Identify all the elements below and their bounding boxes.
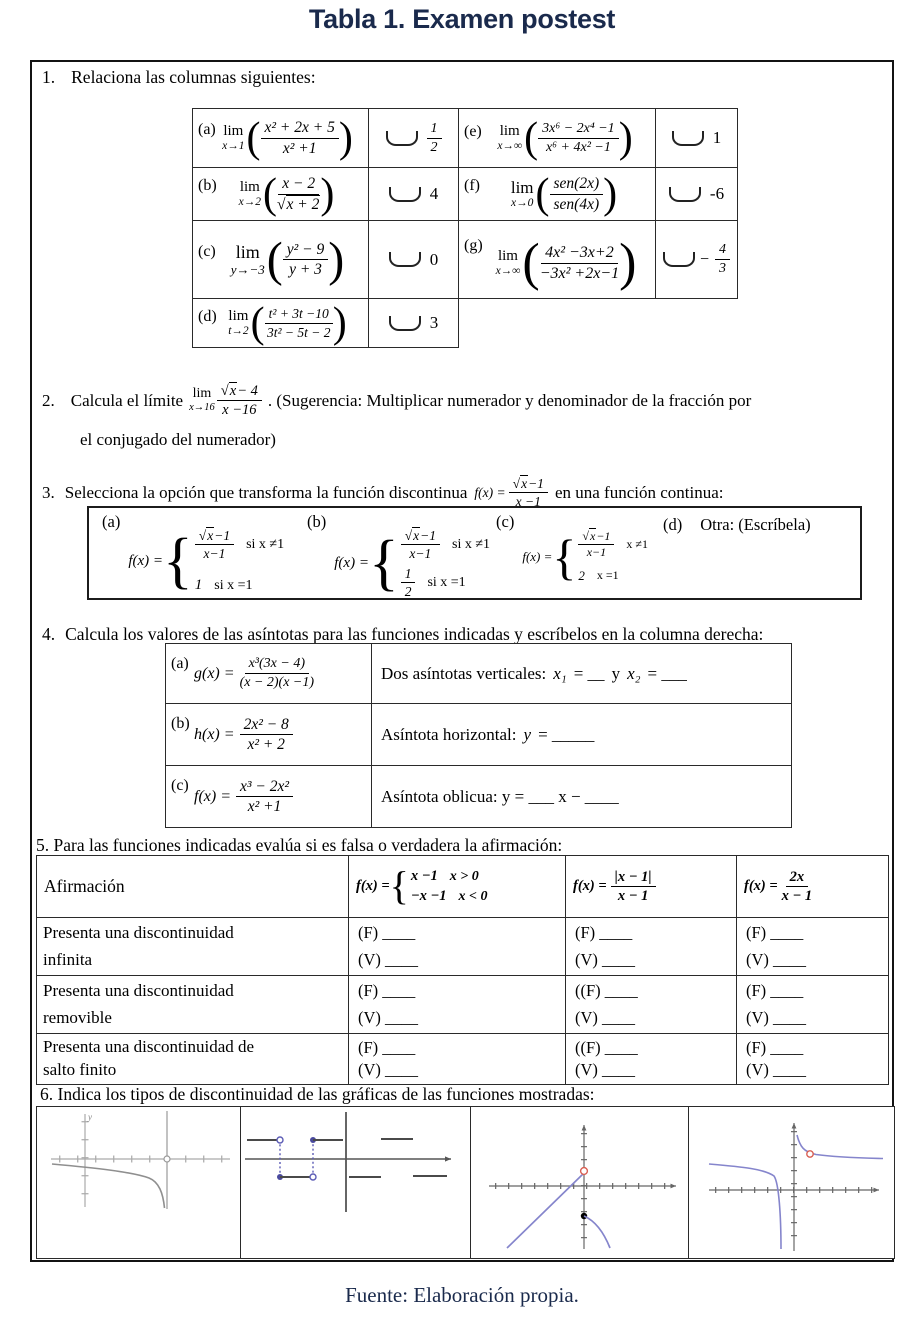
q5-row3-label (37, 1034, 349, 1085)
question-4-prompt (42, 624, 763, 645)
question-text: Relaciona las columnas siguientes: (71, 67, 316, 87)
graphs-table (36, 1106, 895, 1259)
question-text: Calcula los valores de las asíntotas para las funciones indicadas y escríbelos en la columna derecha: (65, 624, 764, 644)
q5-row1-c2 (566, 918, 737, 976)
empty-cell (656, 299, 738, 348)
question-number: 1. (42, 67, 56, 87)
q5-row1-label (37, 918, 349, 976)
fraction: $\frac{\text{x² + 2x + 5}}{\text{x² +1}}$ (261, 119, 339, 157)
limit-expression (228, 299, 347, 347)
close-paren: ) (618, 114, 633, 162)
q5-row3-c3 (737, 1034, 889, 1085)
sqrt-denominator: √x + 2 (277, 195, 320, 213)
sqrt-icon: √ (582, 529, 589, 543)
q5-row1-c1 (349, 918, 566, 976)
brace-icon: { (552, 528, 577, 585)
question-5-prompt: 5. Para las funciones indicadas evalúa si es falsa o verdadera la afirmación: (36, 835, 563, 855)
piecewise-row: $\frac{√x-1}{x-1}$ si x ≠1 (195, 528, 284, 561)
asymptotes-table (165, 643, 792, 828)
fraction: $\frac{4}{3}$ (715, 242, 730, 276)
fraction: $\frac{√x-1}{x-1}$ (401, 528, 440, 561)
answer-label: Asíntota horizontal: (381, 724, 517, 744)
false-blank: (F) ____ (746, 1037, 804, 1057)
blank-equals: = __ (573, 663, 605, 683)
q5-row3-c1 (349, 1034, 566, 1085)
svg-text:y: y (88, 1112, 92, 1122)
q1-cell-c (193, 221, 369, 299)
sqrt-icon: √ (198, 528, 207, 543)
option-d (663, 515, 811, 535)
minus-sign: − (699, 250, 710, 268)
limit-expression (497, 114, 633, 162)
lim-operator: lim t→2 (228, 307, 249, 337)
piecewise-row: 1 si x =1 (194, 577, 253, 594)
piecewise-row: x −1 x > 0 (410, 868, 479, 884)
fraction: $\frac{√x-1}{x -1}$ (509, 476, 548, 509)
question-number: 2. (42, 390, 55, 410)
open-paren: ( (522, 233, 540, 292)
sqrt-icon: √ (220, 383, 229, 399)
q5-header-afirmacion (37, 856, 349, 918)
fraction: $\frac{√x-1}{x-1}$ (195, 528, 234, 561)
false-blank: (F) ____ (746, 981, 804, 1001)
answer-blank (389, 187, 421, 202)
open-paren: ( (250, 299, 265, 347)
statement-line: Presenta una discontinuidad (43, 923, 234, 943)
brace-icon: { (368, 529, 399, 598)
item-tag: (b) (198, 177, 217, 195)
true-blank: (V) ____ (746, 1059, 807, 1079)
item-tag: (c) (171, 776, 189, 794)
q5-row3-c2 (566, 1034, 737, 1085)
question-1-prompt (42, 67, 316, 88)
step-function-graph (241, 1107, 467, 1257)
question-text: Selecciona la opción que transforma la función discontinua (64, 482, 468, 502)
sqrt-numerator: √x− 4 (217, 383, 262, 401)
brace-icon: { (389, 863, 409, 909)
statement-line: Presenta una discontinuidad de (43, 1037, 255, 1056)
sqrt-icon: √ (404, 528, 413, 543)
sqrt-numerator: √x−1 (578, 530, 614, 545)
q1-answer-4: 4 (369, 168, 459, 221)
fraction: $\frac{\text{x³ − 2x²}}{\text{x² +1}}$ (236, 778, 293, 816)
lim-operator: lim x→1 (222, 122, 245, 152)
inline-function: f(x) = $\frac{√x-1}{x -1}$ (474, 476, 548, 509)
graph-cell-1 (37, 1107, 241, 1259)
limit-expression (510, 170, 618, 218)
q1-answer-neg-four-thirds (656, 221, 738, 299)
column-header: Afirmación (44, 876, 125, 896)
question-text-cont: . (Sugerencia: Multiplicar numerador y denominador de la fracción por (267, 390, 752, 410)
item-tag: (a) (171, 655, 189, 673)
fraction: $\frac{\text{2x² − 8}}{\text{x² + 2}}$ (240, 716, 293, 754)
fraction: $\frac{\text{4x² −3x+2}}{\text{−3x² +2x−1}}$ (539, 244, 620, 282)
q1-cell-d (193, 299, 369, 348)
lim-operator: lim y→−3 (230, 242, 265, 277)
close-paren: ) (603, 170, 618, 218)
q4-function-b: (b) h(x) = $\frac{\text{2x² − 8}}{\text{x² + 2}}$ (166, 704, 372, 766)
question-number: 4. (42, 624, 56, 644)
close-paren: ) (320, 170, 335, 218)
sqrt-numerator: √x−1 (509, 476, 548, 493)
close-paren: ) (328, 232, 345, 287)
question-2-line2: el conjugado del numerador) (80, 430, 276, 449)
question-text: Calcula el límite (70, 390, 184, 410)
answer-blank (389, 252, 421, 267)
true-false-table (36, 855, 889, 1085)
open-paren: ( (266, 232, 283, 287)
true-blank: (V) ____ (575, 1007, 636, 1027)
question-number: 3. (42, 482, 55, 502)
item-tag: (d) (198, 308, 217, 326)
item-tag: (f) (464, 177, 480, 195)
q5-row2-c2 (566, 976, 737, 1034)
question-6-prompt: 6. Indica los tipos de discontinuidad de las gráficas de las funciones mostradas: (40, 1084, 595, 1104)
q4-answer-b (372, 704, 792, 766)
false-blank: (F) ____ (575, 923, 633, 943)
q1-answer-0: 0 (369, 221, 459, 299)
conjunction: y (611, 663, 621, 683)
open-paren: ( (535, 170, 550, 218)
option-a (102, 512, 284, 594)
piecewise-rows (411, 868, 488, 905)
statement-line: infinita (43, 949, 93, 969)
q1-cell-e (459, 109, 656, 168)
fraction: $\frac{x - 2}{√x + 2}$ (277, 175, 320, 213)
close-paren: ) (619, 233, 637, 292)
item-tag: (e) (464, 122, 482, 140)
true-blank: (V) ____ (575, 1059, 636, 1079)
graph-cell-4 (689, 1107, 895, 1259)
piecewise-rows (195, 528, 284, 594)
sqrt-icon: √ (277, 195, 286, 213)
answer-blank (663, 252, 695, 267)
hyperbola-with-hole-graph (689, 1107, 891, 1257)
true-blank: (V) ____ (746, 1007, 807, 1027)
answer-label: Asíntota oblicua: y = ___ x − ____ (381, 786, 619, 806)
statement-line: removible (43, 1007, 112, 1027)
q3-options-box (87, 506, 862, 600)
piecewise-row: $\frac{1}{2}$ si x =1 (401, 566, 490, 599)
question-2-prompt (42, 383, 751, 418)
true-blank: (V) ____ (358, 949, 419, 969)
answer-blank (389, 316, 421, 331)
q5-header-f3: f(x) = $\frac{2x}{x - 1}$ (737, 856, 889, 918)
open-paren: ( (246, 114, 261, 162)
answer-blank (386, 131, 418, 146)
statement-line: salto finito (43, 1059, 117, 1079)
q5-row2-c3 (737, 976, 889, 1034)
item-tag: (a) (198, 121, 216, 139)
fraction: $\frac{\text{y² − 9}}{y + 3}$ (283, 241, 329, 279)
q5-row2-label (37, 976, 349, 1034)
sqrt-numerator: √x−1 (401, 528, 440, 545)
true-blank: (V) ____ (575, 949, 636, 969)
fraction: $\frac{1}{2}$ (401, 566, 416, 599)
item-tag: (g) (464, 237, 483, 255)
q5-row2-c1 (349, 976, 566, 1034)
empty-cell (459, 299, 656, 348)
true-blank: (V) ____ (746, 949, 807, 969)
source-caption: Fuente: Elaboración propia. (345, 1283, 579, 1307)
q4-function-c: (c) f(x) = $\frac{\text{x³ − 2x²}}{\text{x² +1}}$ (166, 766, 372, 828)
q1-cell-f (459, 168, 656, 221)
q1-cell-g (459, 221, 656, 299)
limit-expression (222, 114, 353, 162)
answer-blank (672, 131, 704, 146)
fraction: $\frac{\text{3x⁶ − 2x⁴ −1}}{\text{x⁶ + 4x² −1}}$ (538, 121, 619, 155)
blank-equals: = _____ (538, 724, 595, 744)
lim-operator: lim x→∞ (497, 122, 523, 152)
option-tag: (d) (663, 515, 683, 534)
piecewise-function: f(x) = { $\frac{√x-1}{x-1}$ si x ≠1 1 si x =1 (128, 526, 285, 595)
q5-header-f1: f(x) = { x −1 x > 0 −x −1 x < 0 (349, 856, 566, 918)
q5-row1-c3 (737, 918, 889, 976)
true-blank: (V) ____ (358, 1059, 419, 1079)
fraction: $\frac{\text{t² + 3t −10}}{\text{3t² − 5t − 2}}$ (265, 306, 333, 339)
lim-operator: lim x→16 (189, 386, 215, 414)
sqrt-icon: √ (512, 476, 521, 491)
piecewise-rows (401, 528, 490, 599)
statement-line: Presenta una discontinuidad (43, 981, 234, 1001)
page-title: Tabla 1. Examen postest (308, 4, 616, 34)
piecewise-row: 2 x =1 (578, 567, 619, 583)
q1-answer-half (369, 109, 459, 168)
q1-answer-3: 3 (369, 299, 459, 348)
option-tag: (b) (307, 512, 327, 531)
limit-expression (238, 170, 335, 218)
graph-cell-2 (241, 1107, 471, 1259)
q1-cell-a (193, 109, 369, 168)
close-paren: ) (332, 299, 347, 347)
item-tag: (c) (198, 242, 216, 260)
answer-blank (669, 187, 701, 202)
piecewise-row: $\frac{√x-1}{x-1}$ x ≠1 (578, 530, 648, 560)
piecewise-row: −x −1 x < 0 (410, 888, 488, 904)
limit-expression (495, 233, 637, 292)
lim-operator: lim x→0 (510, 177, 534, 209)
false-blank: (F) ____ (358, 981, 416, 1001)
variable: x₁ (553, 663, 567, 683)
fraction: $\frac{\text{sen(2x)}}{\text{sen(4x)}}$ (550, 175, 604, 213)
option-b (307, 512, 490, 599)
answer-label: Dos asíntotas verticales: (381, 663, 547, 683)
piecewise-function: f(x) = { $\frac{√x-1}{x-1}$ si x ≠1 $\frac{1}{2}$ si x =1 (334, 528, 491, 600)
fraction: $\frac{2x}{x - 1}$ (781, 868, 813, 904)
option-label: Otra: (Escríbela) (700, 515, 811, 534)
option-tag: (c) (496, 512, 515, 531)
q5-header-f2: f(x) = $\frac{|x - 1|}{x - 1}$ (566, 856, 737, 918)
close-paren: ) (338, 114, 353, 162)
q4-function-a: (a) g(x) = $\frac{\text{x³(3x − 4)}}{(x - 2)(x -1)}$ (166, 644, 372, 704)
q4-answer-c (372, 766, 792, 828)
false-blank: (F) ____ (358, 1037, 416, 1057)
item-tag: (b) (171, 714, 190, 732)
q1-cell-b (193, 168, 369, 221)
brace-icon: { (163, 526, 193, 595)
false-blank: ((F) ____ (575, 981, 638, 1001)
graph-cell-3 (471, 1107, 689, 1259)
fraction: $\frac{|x - 1|}{x - 1}$ (611, 869, 656, 904)
limit-expression (189, 383, 262, 418)
option-c (496, 512, 648, 584)
open-paren: ( (263, 170, 277, 218)
fraction: $\frac{√x-1}{x-1}$ (578, 530, 614, 560)
question-text-cont: en una función continua: (554, 482, 724, 502)
lim-operator: lim x→∞ (495, 248, 521, 278)
lim-operator: lim x→2 (238, 178, 261, 208)
blank-equals: = ___ (647, 663, 687, 683)
q1-answer-neg6: -6 (656, 168, 738, 221)
q1-answer-1: 1 (656, 109, 738, 168)
jump-discontinuity-graph (471, 1107, 685, 1257)
question-3-prompt (42, 476, 723, 509)
piecewise-row: $\frac{√x-1}{x-1}$ si x ≠1 (401, 528, 490, 561)
matching-table (192, 108, 738, 348)
piecewise-function: f(x) = { $\frac{√x-1}{x-1}$ x ≠1 2 x =1 (522, 528, 649, 585)
piecewise-rows (578, 530, 648, 584)
option-tag: (a) (102, 512, 121, 531)
false-blank: (F) ____ (746, 923, 804, 943)
true-blank: (V) ____ (358, 1007, 419, 1027)
open-paren: ( (524, 114, 539, 162)
q4-answer-a (372, 644, 792, 704)
fraction: $\frac{\text{x³(3x − 4)}}{(x - 2)(x -1)}$ (239, 656, 315, 690)
fraction: $\frac{1}{2}$ (427, 121, 442, 155)
sqrt-numerator: √x−1 (195, 528, 234, 545)
fraction: $\frac{√x- 4}{x -16}$ (217, 383, 262, 418)
curve-with-vertical-asymptote-graph (37, 1107, 237, 1257)
variable: y (523, 724, 532, 744)
false-blank: ((F) ____ (575, 1037, 638, 1057)
limit-expression (230, 232, 345, 287)
false-blank: (F) ____ (358, 923, 416, 943)
variable: x₂ (627, 663, 641, 683)
